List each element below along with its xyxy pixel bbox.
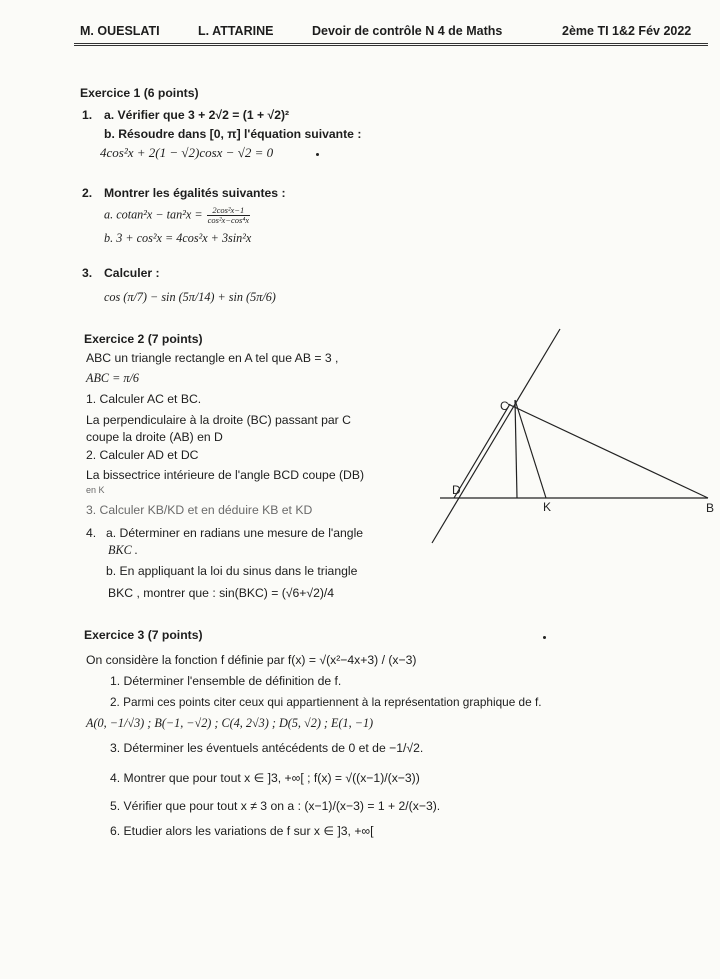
ex2-q3-line1: La bissectrice intérieure de l'angle BCD coupe (DB)	[86, 468, 365, 482]
ex1-q1b: b. Résoudre dans [0, π] l'équation suivante :	[104, 127, 362, 141]
ex2-q3-line2: en K	[86, 485, 105, 495]
ex2-q4a-line2: BKC .	[108, 543, 138, 557]
ex2-intro-1: ABC un triangle rectangle en A tel que AB = 3 ,	[86, 351, 339, 365]
label-k: K	[543, 500, 552, 514]
ex3-points: A(0, −1/√3) ; B(−1, −√2) ; C(4, 2√3) ; D(5, √2) ; E(1, −1)	[86, 716, 374, 730]
ex3-q5: 5. Vérifier que pour tout x ≠ 3 on a : (x−1)/(x−3) = 1 + 2/(x−3).	[110, 799, 441, 813]
line-ca	[515, 400, 517, 498]
ex1-q1-number: 1.	[82, 108, 93, 122]
ex3-q3: 3. Déterminer les éventuels antécédents de 0 et de −1/√2.	[110, 741, 424, 755]
ex2-q3-line3: 3. Calculer KB/KD et en déduire KB et KD	[86, 503, 313, 517]
ex2-q4-number: 4.	[86, 526, 97, 540]
ex1-q2: Montrer les égalités suivantes :	[104, 186, 286, 200]
ex3-q2: 2. Parmi ces points citer ceux qui appartiennent à la représentation graphique de f.	[110, 695, 542, 709]
ex2-intro-2: ABC = π/6	[86, 371, 139, 385]
ex1-q3: Calculer :	[104, 266, 160, 280]
ex2-q4b-line1: b. En appliquant la loi du sinus dans le triangle	[106, 564, 358, 578]
ink-dot	[543, 636, 546, 639]
author-2: L. ATTARINE	[198, 24, 274, 38]
exam-title: Devoir de contrôle N 4 de Maths	[312, 24, 503, 38]
ex2-q1: 1. Calculer AC et BC.	[86, 392, 202, 406]
exercise-3-title: Exercice 3 (7 points)	[84, 628, 203, 642]
line-cb	[508, 404, 708, 498]
ex3-q6: 6. Etudier alors les variations de f sur x ∈ ]3, +∞[	[110, 824, 374, 838]
ex3-q1: 1. Déterminer l'ensemble de définition de f.	[110, 674, 342, 688]
label-c: C	[500, 399, 509, 413]
author-1: M. OUESLATI	[80, 24, 160, 38]
ex2-q2-line1: La perpendiculaire à la droite (BC) passant par C	[86, 413, 351, 427]
ex2-q4a-line1: a. Déterminer en radians une mesure de l'angle	[106, 526, 364, 540]
ex1-q2a-numerator: 2cos²x−1	[207, 206, 250, 216]
ex1-q2a-lhs: a. cotan²x − tan²x =	[104, 207, 206, 222]
ex3-q4: 4. Montrer que pour tout x ∈ ]3, +∞[ ; f(x) = √((x−1)/(x−3))	[110, 771, 420, 785]
ex1-q1a: a. Vérifier que 3 + 2√2 = (1 + √2)²	[104, 108, 290, 122]
label-b: B	[706, 501, 715, 515]
ex3-intro: On considère la fonction f définie par f(x) = √(x²−4x+3) / (x−3)	[86, 653, 417, 667]
label-d: D	[452, 483, 461, 497]
exercise-2-title: Exercice 2 (7 points)	[84, 332, 203, 346]
ex2-q4b-line2: BKC , montrer que : sin(BKC) = (√6+√2)/4	[108, 586, 335, 600]
exercise-1-title: Exercice 1 (6 points)	[80, 86, 199, 100]
ex1-q2a-denominator: cos²x−cos⁴x	[207, 215, 250, 225]
ex1-q2b: b. 3 + cos²x = 4cos²x + 3sin²x	[104, 231, 252, 245]
ex1-q3-expression: cos (π/7) − sin (5π/14) + sin (5π/6)	[104, 290, 276, 304]
line-dc-segment	[454, 404, 510, 498]
ex1-q3-number: 3.	[82, 266, 93, 280]
class-date: 2ème TI 1&2 Fév 2022	[562, 24, 692, 38]
ex2-q2-line2: coupe la droite (AB) en D	[86, 430, 223, 444]
ex1-q2-number: 2.	[82, 186, 93, 200]
line-dc	[432, 329, 560, 543]
ex1-q1b-equation: 4cos²x + 2(1 − √2)cosx − √2 = 0	[100, 145, 274, 160]
ex2-q2-line3: 2. Calculer AD et DC	[86, 448, 199, 462]
